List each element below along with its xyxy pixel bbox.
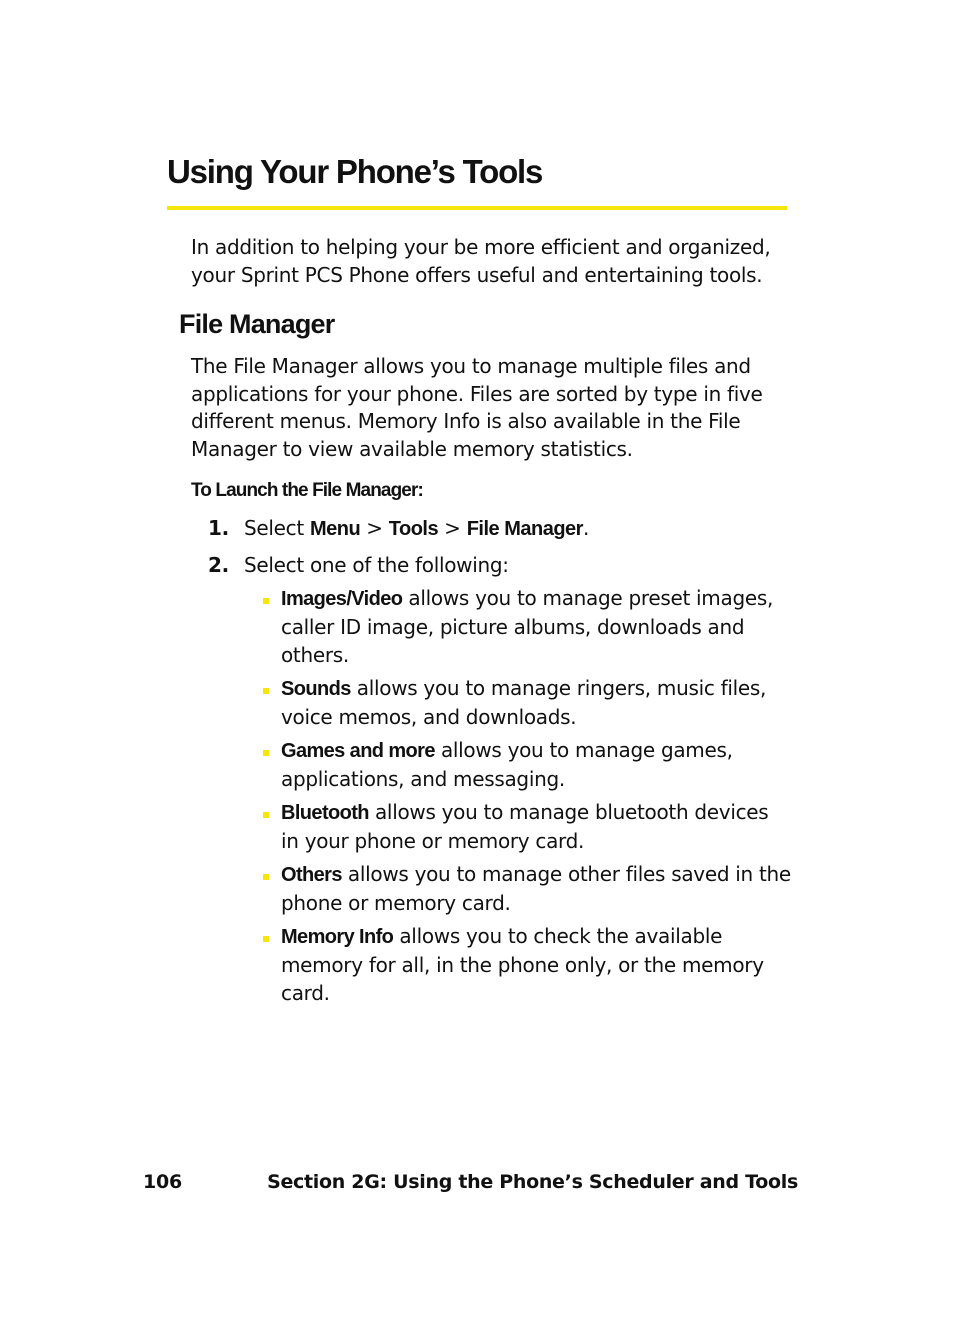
step-2 (208, 551, 509, 579)
title-underline (167, 206, 787, 210)
bullet-square (263, 750, 269, 756)
option-name: Sounds (281, 677, 351, 700)
bullet-square (263, 874, 269, 880)
section-footer: Section 2G: Using the Phone’s Scheduler and Tools (267, 1171, 798, 1193)
list-item (262, 799, 792, 856)
option-desc: allows you to manage ringers, music files, voice memos, and downloads. (281, 675, 767, 729)
option-name: Bluetooth (281, 802, 369, 825)
menu-term: Menu (309, 518, 361, 540)
launch-subheading: To Launch the File Manager: (191, 480, 423, 501)
list-item (262, 923, 792, 1007)
option-desc: allows you to manage other files saved in the phone or memory card. (281, 862, 791, 915)
step-text: Select one of the following: (244, 553, 509, 577)
list-item (262, 585, 792, 669)
page-title: Using Your Phone’s Tools (167, 153, 543, 190)
bullet-square (263, 812, 269, 818)
file-manager-term: File Manager (466, 518, 583, 540)
tools-term: Tools (388, 518, 439, 540)
bullet-square (263, 936, 269, 942)
separator: > (438, 516, 467, 540)
option-desc: allows you to check the available memory for all, in the phone only, or the memory card. (281, 924, 764, 1005)
list-item (262, 737, 792, 794)
option-name: Images/Video (281, 588, 403, 610)
option-desc: allows you to manage bluetooth devices in your phone or memory card. (281, 800, 769, 853)
file-manager-paragraph: The File Manager allows you to manage multiple files and applications for your phone. Files are sorted by type in five different menus. Memory Info is also available in the File Manager to view available memory statistics. (191, 354, 763, 462)
list-item (262, 675, 792, 732)
bullet-square (263, 598, 269, 604)
option-name: Memory Info (281, 926, 394, 949)
step-number: 2. (208, 553, 229, 577)
options-list (262, 585, 792, 1013)
option-name: Games and more (281, 739, 435, 762)
step-1 (208, 514, 589, 543)
step-number: 1. (208, 516, 229, 540)
option-desc: allows you to manage games, applications, and messaging. (281, 737, 733, 791)
separator: > (360, 516, 389, 540)
step-suffix: . (582, 516, 590, 540)
bullet-square (263, 688, 269, 694)
list-item (262, 861, 792, 918)
option-desc: allows you to manage preset images, caller ID image, picture albums, downloads and others. (281, 586, 774, 667)
intro-paragraph: In addition to helping your be more efficient and organized, your Sprint PCS Phone offers useful and entertaining tools. (191, 235, 771, 287)
page-number: 106 (143, 1171, 183, 1193)
step-text: Select (244, 516, 310, 540)
file-manager-heading: File Manager (179, 309, 335, 339)
option-name: Others (281, 864, 342, 887)
